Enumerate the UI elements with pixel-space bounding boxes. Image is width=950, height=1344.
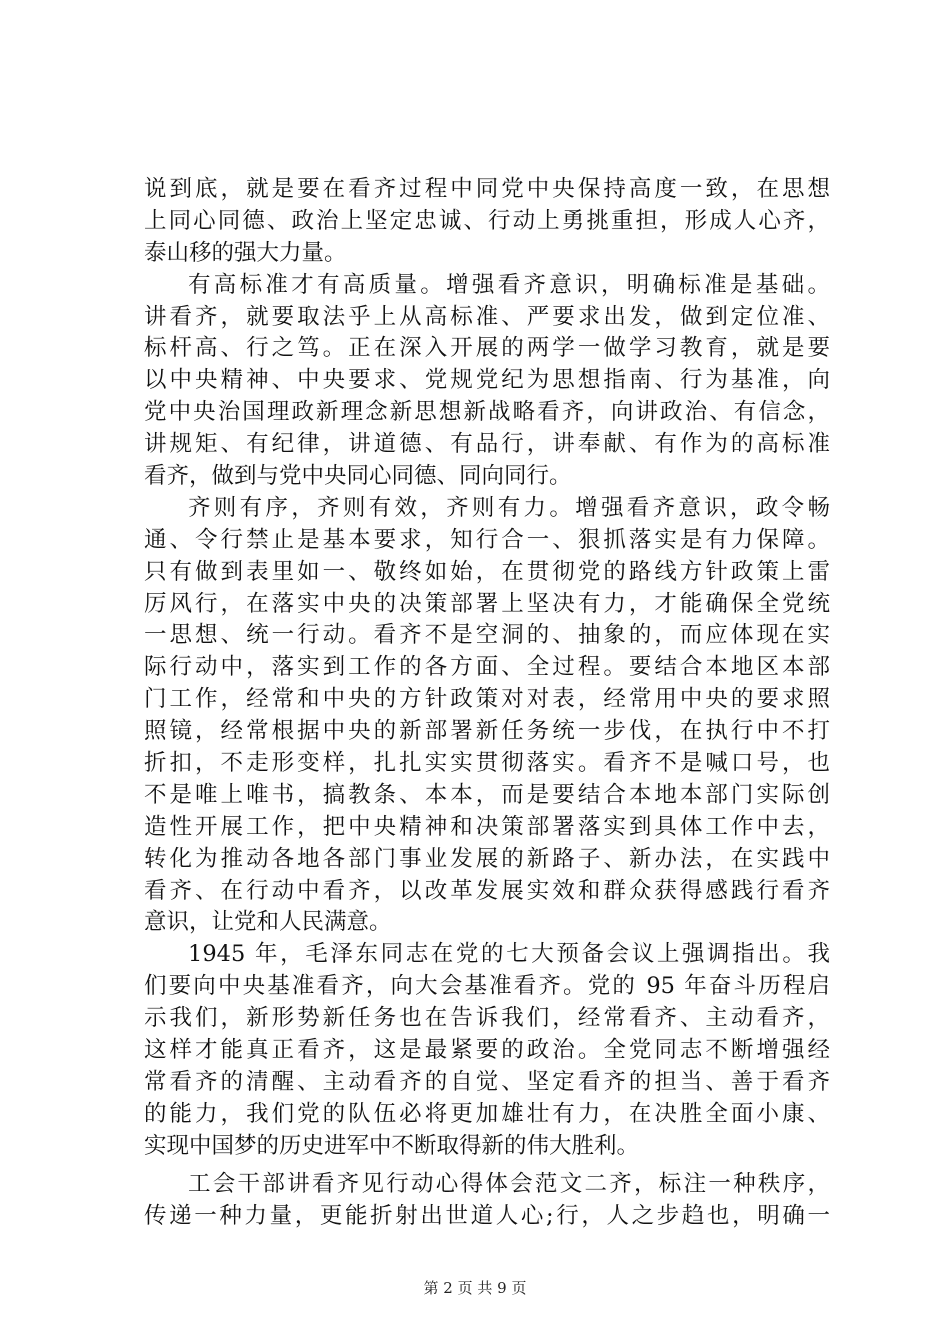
text-line: 们要向中央基准看齐，向大会基准看齐。党的 95 年奋斗历程启 xyxy=(144,973,830,1000)
text-line: 照镜，经常根据中央的新部署新任务统一步伐，在执行中不打 xyxy=(144,718,830,745)
text-line: 常看齐的清醒、主动看齐的自觉、坚定看齐的担当、善于看齐 xyxy=(144,1068,830,1095)
text-line: 的能力，我们党的队伍必将更加雄壮有力，在决胜全面小康、 xyxy=(144,1100,830,1127)
text-line: 际行动中，落实到工作的各方面、全过程。要结合本地区本部 xyxy=(144,654,830,681)
text-line: 说到底，就是要在看齐过程中同党中央保持高度一致，在思想 xyxy=(144,176,830,202)
text-line: 看齐、在行动中看齐，以改革发展实效和群众获得感践行看齐 xyxy=(144,877,830,904)
text-line: 只有做到表里如一、敬终如始，在贯彻党的路线方针政策上雷 xyxy=(144,558,830,585)
text-line: 不是唯上唯书，搞教条、本本，而是要结合本地本部门实际创 xyxy=(144,781,830,808)
text-line: 齐则有序，齐则有效，齐则有力。增强看齐意识，政令畅 xyxy=(188,494,830,521)
text-line: 泰山移的强大力量。 xyxy=(144,239,347,266)
text-line: 意识，让党和人民满意。 xyxy=(144,909,392,936)
text-line: 这样才能真正看齐，这是最紧要的政治。全党同志不断增强经 xyxy=(144,1037,830,1064)
page-footer: 第 2 页 共 9 页 xyxy=(423,1279,527,1297)
text-line: 党中央治国理政新理念新思想新战略看齐，向讲政治、有信念， xyxy=(144,399,830,426)
text-line: 讲规矩、有纪律，讲道德、有品行，讲奉献、有作为的高标准 xyxy=(144,431,830,458)
text-line: 厉风行，在落实中央的决策部署上坚决有力，才能确保全党统 xyxy=(144,590,830,617)
text-line: 标杆高、行之笃。正在深入开展的两学一做学习教育，就是要 xyxy=(144,335,830,362)
text-line: 上同心同德、政治上坚定忠诚、行动上勇挑重担，形成人心齐， xyxy=(144,207,830,234)
text-line: 实现中国梦的历史进军中不断取得新的伟大胜利。 xyxy=(144,1132,640,1159)
body-text xyxy=(144,174,830,1232)
text-line: 有高标准才有高质量。增强看齐意识，明确标准是基础。 xyxy=(188,271,830,298)
text-line: 造性开展工作，把中央精神和决策部署落实到具体工作中去， xyxy=(144,813,830,840)
text-line: 示我们，新形势新任务也在告诉我们，经常看齐、主动看齐， xyxy=(144,1005,830,1032)
text-line: 一思想、统一行动。看齐不是空洞的、抽象的，而应体现在实 xyxy=(144,622,830,649)
text-line: 门工作，经常和中央的方针政策对对表，经常用中央的要求照 xyxy=(144,686,830,713)
text-line: 折扣，不走形变样，扎扎实实贯彻落实。看齐不是喊口号，也 xyxy=(144,750,830,777)
text-line: 转化为推动各地各部门事业发展的新路子、新办法，在实践中 xyxy=(144,845,830,872)
text-line: 看齐，做到与党中央同心同德、同向同行。 xyxy=(144,463,572,490)
text-line: 讲看齐，就要取法乎上从高标准、严要求出发，做到定位准、 xyxy=(144,303,830,330)
text-line: 通、令行禁止是基本要求，知行合一、狠抓落实是有力保障。 xyxy=(144,526,830,553)
text-line: 工会干部讲看齐见行动心得体会范文二齐，标注一种秩序， xyxy=(188,1170,830,1197)
text-line: 1945 年，毛泽东同志在党的七大预备会议上强调指出。我 xyxy=(188,941,830,968)
text-line: 以中央精神、中央要求、党规党纪为思想指南、行为基准，向 xyxy=(144,367,830,394)
text-line: 传递一种力量，更能折射出世道人心;行，人之步趋也，明确一 xyxy=(144,1202,830,1229)
